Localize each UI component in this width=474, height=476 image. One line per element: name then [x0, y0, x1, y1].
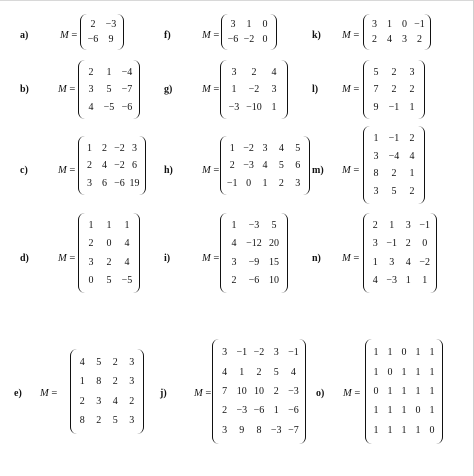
- matrix-entry: 4: [405, 256, 411, 268]
- matrix-entry: 3: [231, 256, 237, 268]
- matrix-entry: 3: [88, 84, 94, 95]
- matrix-entry: 3: [96, 395, 102, 407]
- matrix-entry: 5: [273, 366, 279, 378]
- matrix-entry: 4: [387, 34, 392, 46]
- matrix-entry: 1: [387, 424, 393, 436]
- matrix-name: [40, 388, 57, 400]
- matrix-entry: 3: [271, 84, 277, 95]
- matrix-entry: −1: [419, 220, 431, 232]
- equals-sign: =: [66, 84, 76, 95]
- matrix-entry: 1: [106, 66, 112, 78]
- matrix-entry: 5: [96, 357, 102, 369]
- matrix-entry: −3: [270, 424, 282, 436]
- matrix-entry: 4: [372, 274, 378, 286]
- matrix-entry: 3: [273, 347, 279, 359]
- matrix-entry: 3: [373, 150, 379, 162]
- matrix-entry: 1: [239, 366, 245, 378]
- matrix-entry: 4: [231, 238, 237, 250]
- matrix-entry: 9: [108, 34, 114, 46]
- exercise-label: l): [312, 84, 319, 95]
- matrix-entry: −5: [121, 274, 133, 286]
- matrix-entry: 5: [278, 160, 284, 171]
- matrix-entry: 2: [273, 385, 279, 397]
- matrix-entry: 3: [129, 376, 135, 388]
- matrix-entry: 5: [271, 220, 277, 232]
- matrix-entry: 4: [112, 395, 118, 407]
- matrix-entry: 7: [373, 84, 379, 95]
- matrix-entry: 0: [373, 385, 379, 397]
- matrix-name: [343, 388, 360, 400]
- matrix-entry: 2: [79, 395, 85, 407]
- matrix-symbol: M: [58, 84, 67, 95]
- exercise-label: i): [164, 253, 171, 264]
- matrix-entry: 1: [372, 256, 378, 268]
- exercise-label: f): [164, 30, 171, 41]
- matrix-entry: 1: [387, 18, 392, 30]
- matrix-entry: 1: [422, 274, 428, 286]
- matrix-entry: 1: [231, 220, 237, 232]
- exercise-label: k): [312, 30, 321, 41]
- matrix: [78, 60, 140, 119]
- matrix-entry: 3: [230, 18, 236, 30]
- matrix-entry: 6: [295, 160, 301, 171]
- matrix-entry: −1: [388, 101, 400, 113]
- matrix-entry: 1: [262, 177, 268, 189]
- matrix-entry: 10: [269, 274, 279, 286]
- matrix-entry: −2: [253, 347, 265, 359]
- matrix-symbol: M: [58, 165, 67, 176]
- equals-sign: =: [350, 165, 360, 176]
- matrix-entry: −6: [288, 405, 299, 417]
- matrix-name: [342, 253, 359, 265]
- matrix-entry: −3: [386, 274, 398, 286]
- matrix: [365, 339, 443, 444]
- matrix-entry: −2: [114, 142, 125, 154]
- matrix-entry: −7: [121, 84, 133, 95]
- matrix-entry: 2: [222, 405, 228, 417]
- matrix-entry: −12: [246, 238, 262, 250]
- top-border: [0, 0, 474, 1]
- matrix-entry: 1: [415, 347, 421, 359]
- matrix-entry: 1: [389, 220, 395, 232]
- matrix-entry: 3: [372, 18, 377, 30]
- matrix-entry: 4: [290, 366, 296, 378]
- matrix-entry: 2: [391, 66, 397, 78]
- matrix-name: [342, 30, 359, 42]
- exercise-label: g): [164, 84, 173, 95]
- matrix-entry: −6: [87, 34, 99, 46]
- matrix-entry: −1: [388, 132, 400, 144]
- matrix-entry: −1: [236, 347, 248, 359]
- exercise-label: j): [160, 388, 167, 399]
- matrix-entry: 3: [389, 256, 395, 268]
- matrix-name: [202, 84, 219, 96]
- matrix-entry: 4: [262, 160, 268, 171]
- matrix-entry: 5: [106, 274, 112, 286]
- matrix-symbol: M: [60, 30, 69, 41]
- equals-sign: =: [202, 388, 212, 399]
- matrix-entry: 1: [405, 274, 411, 286]
- matrix-entry: 3: [372, 238, 378, 250]
- matrix-entry: 10: [236, 385, 247, 397]
- matrix-entry: 5: [391, 186, 397, 198]
- matrix-entry: 15: [269, 256, 279, 268]
- matrix-entry: −2: [243, 34, 255, 46]
- matrix-entry: 2: [417, 34, 422, 46]
- equals-sign: =: [351, 388, 361, 399]
- matrix-entry: 1: [271, 101, 277, 113]
- matrix-entry: 0: [106, 238, 112, 250]
- matrix-entry: 2: [106, 256, 112, 268]
- matrix-entry: 1: [387, 347, 393, 359]
- matrix: [70, 349, 144, 434]
- matrix-entry: 1: [429, 347, 435, 359]
- equals-sign: =: [350, 30, 360, 41]
- equals-sign: =: [350, 84, 360, 95]
- matrix: [363, 14, 431, 50]
- matrix-entry: 8: [79, 414, 85, 426]
- matrix-entry: 0: [402, 18, 407, 30]
- matrix-symbol: M: [202, 30, 211, 41]
- equals-sign: =: [210, 84, 220, 95]
- matrix-entry: 3: [129, 357, 135, 369]
- matrix-entry: 3: [129, 414, 135, 426]
- matrix-name: [342, 84, 359, 96]
- matrix-entry: 3: [88, 256, 94, 268]
- matrix-entry: 4: [271, 66, 277, 78]
- matrix-symbol: M: [342, 253, 351, 264]
- matrix-entry: 0: [262, 34, 268, 46]
- matrix-entry: −3: [105, 18, 117, 30]
- exercise-label: b): [20, 84, 29, 95]
- matrix-entry: 6: [102, 177, 107, 189]
- matrix-entry: 3: [405, 220, 411, 232]
- matrix-entry: 8: [373, 168, 379, 180]
- matrix-entry: 2: [231, 274, 237, 286]
- matrix-entry: 7: [222, 385, 228, 397]
- matrix-entry: 0: [262, 18, 268, 30]
- matrix-entry: 2: [278, 177, 284, 189]
- matrix-entry: −5: [103, 101, 115, 113]
- equals-sign: =: [48, 388, 58, 399]
- matrix-entry: 2: [96, 414, 102, 426]
- matrix-entry: 1: [373, 424, 379, 436]
- matrix-entry: 1: [373, 405, 379, 417]
- matrix-entry: −2: [419, 256, 431, 268]
- exercise-label: n): [312, 253, 321, 264]
- matrix-entry: 3: [222, 424, 228, 436]
- matrix-entry: −6: [253, 405, 265, 417]
- matrix-entry: −6: [248, 274, 260, 286]
- matrix-name: [60, 30, 77, 42]
- matrix: [363, 60, 425, 119]
- matrix-entry: 1: [415, 424, 421, 436]
- matrix-entry: 2: [391, 84, 397, 95]
- matrix-entry: 1: [401, 385, 407, 397]
- matrix-symbol: M: [342, 165, 351, 176]
- matrix-entry: 2: [391, 168, 397, 180]
- matrix-entry: 3: [262, 142, 268, 154]
- matrix-entry: 1: [373, 366, 379, 378]
- equals-sign: =: [66, 253, 76, 264]
- matrix-entry: 4: [124, 238, 130, 250]
- matrix-entry: 2: [256, 366, 262, 378]
- equals-sign: =: [66, 165, 76, 176]
- matrix-entry: −3: [236, 405, 248, 417]
- matrix-entry: 1: [387, 405, 393, 417]
- matrix-entry: 3: [132, 142, 137, 154]
- matrix-entry: 1: [409, 101, 415, 113]
- matrix-entry: 9: [373, 101, 379, 113]
- matrix-entry: 2: [372, 220, 378, 232]
- matrix-symbol: M: [202, 84, 211, 95]
- matrix-entry: 1: [229, 142, 235, 154]
- matrix-entry: 2: [409, 84, 415, 95]
- matrix-entry: 8: [256, 424, 262, 436]
- matrix-entry: 0: [387, 366, 393, 378]
- matrix-name: [194, 388, 211, 400]
- matrix: [363, 126, 425, 204]
- matrix-name: [202, 165, 219, 177]
- matrix-entry: 4: [222, 366, 228, 378]
- exercise-label: e): [14, 388, 22, 399]
- exercise-label: c): [20, 165, 28, 176]
- matrix-entry: 5: [295, 142, 301, 154]
- matrix-entry: −6: [114, 177, 125, 189]
- matrix-entry: 4: [79, 357, 85, 369]
- matrix-entry: −4: [121, 66, 133, 78]
- exercise-label: m): [312, 165, 324, 176]
- matrix-name: [58, 165, 75, 177]
- matrix-entry: 2: [409, 132, 415, 144]
- matrix-entry: −1: [414, 18, 425, 30]
- matrix-entry: −3: [288, 385, 299, 397]
- exercise-label: a): [20, 30, 29, 41]
- exercise-label: d): [20, 253, 29, 264]
- matrix: [220, 213, 288, 293]
- matrix-entry: 1: [273, 405, 279, 417]
- matrix-symbol: M: [40, 388, 49, 399]
- matrix-entry: −2: [243, 142, 254, 154]
- matrix-entry: 1: [415, 366, 421, 378]
- matrix-entry: 1: [429, 385, 435, 397]
- matrix: [220, 60, 288, 119]
- matrix-entry: 3: [402, 34, 407, 46]
- matrix-entry: 2: [88, 66, 94, 78]
- matrix-entry: 1: [409, 168, 415, 180]
- matrix-entry: 0: [88, 274, 94, 286]
- matrix-entry: 1: [429, 366, 435, 378]
- matrix-entry: 5: [112, 414, 118, 426]
- matrix-symbol: M: [58, 253, 67, 264]
- matrix-entry: 20: [269, 238, 279, 250]
- matrix-entry: −1: [386, 238, 398, 250]
- matrix-entry: 2: [251, 66, 257, 78]
- equals-sign: =: [350, 253, 360, 264]
- matrix-entry: 2: [87, 160, 92, 171]
- matrix-symbol: M: [202, 253, 211, 264]
- matrix-entry: −7: [288, 424, 299, 436]
- matrix-entry: 2: [229, 160, 235, 171]
- matrix-entry: −1: [226, 177, 238, 189]
- matrix-symbol: M: [343, 388, 352, 399]
- matrix-entry: 5: [106, 84, 112, 95]
- matrix-entry: −3: [228, 101, 240, 113]
- matrix: [221, 14, 277, 50]
- matrix-entry: 4: [124, 256, 130, 268]
- matrix-entry: 1: [401, 405, 407, 417]
- matrix-entry: 1: [429, 405, 435, 417]
- matrix-entry: 1: [124, 220, 130, 232]
- exercise-label: o): [316, 388, 325, 399]
- matrix-entry: 8: [96, 376, 102, 388]
- matrix-entry: −3: [248, 220, 260, 232]
- matrix-entry: 2: [405, 238, 411, 250]
- matrix-symbol: M: [202, 165, 211, 176]
- matrix-entry: 1: [79, 376, 85, 388]
- matrix: [78, 136, 146, 195]
- matrix-entry: 1: [401, 366, 407, 378]
- matrix-entry: 2: [112, 376, 118, 388]
- matrix-entry: 1: [401, 424, 407, 436]
- matrix-entry: 2: [90, 18, 96, 30]
- matrix-name: [58, 253, 75, 265]
- matrix-entry: −2: [114, 160, 125, 171]
- matrix-entry: −2: [248, 84, 260, 95]
- matrix-entry: 1: [88, 220, 94, 232]
- matrix-name: [202, 253, 219, 265]
- matrix-symbol: M: [342, 30, 351, 41]
- matrix-symbol: M: [194, 388, 203, 399]
- matrix-entry: 1: [373, 132, 379, 144]
- matrix-entry: 1: [387, 385, 393, 397]
- matrix-symbol: M: [342, 84, 351, 95]
- matrix-entry: 2: [102, 142, 107, 154]
- matrix-entry: 1: [246, 18, 252, 30]
- equals-sign: =: [210, 165, 220, 176]
- matrix: [80, 14, 124, 50]
- matrix-entry: 0: [429, 424, 435, 436]
- matrix-entry: 1: [373, 347, 379, 359]
- matrix-entry: 0: [246, 177, 252, 189]
- matrix-entry: −3: [243, 160, 254, 171]
- matrix-entry: 4: [88, 101, 94, 113]
- matrix: [212, 339, 306, 444]
- matrix-entry: 3: [409, 66, 415, 78]
- equals-sign: =: [68, 30, 78, 41]
- matrix-entry: 4: [102, 160, 107, 171]
- matrix-entry: 10: [253, 385, 264, 397]
- matrix: [363, 213, 437, 293]
- matrix-entry: 2: [112, 357, 118, 369]
- equals-sign: =: [210, 30, 220, 41]
- matrix-entry: 3: [87, 177, 92, 189]
- matrix-entry: 2: [409, 186, 415, 198]
- matrix-entry: 6: [132, 160, 137, 171]
- matrix: [78, 213, 140, 293]
- matrix-entry: 1: [87, 142, 92, 154]
- matrix-entry: −9: [248, 256, 260, 268]
- matrix-entry: −1: [288, 347, 299, 359]
- matrix-entry: −6: [227, 34, 239, 46]
- matrix-entry: 4: [409, 150, 415, 162]
- matrix-entry: 3: [373, 186, 379, 198]
- matrix-name: [58, 84, 75, 96]
- matrix-entry: 19: [129, 177, 140, 189]
- matrix-entry: −10: [246, 101, 262, 113]
- matrix-entry: 0: [415, 405, 421, 417]
- matrix-entry: 0: [422, 238, 428, 250]
- matrix: [220, 136, 310, 195]
- matrix-entry: 9: [239, 424, 245, 436]
- matrix-entry: 2: [129, 395, 135, 407]
- matrix-entry: 4: [278, 142, 284, 154]
- matrix-entry: 1: [106, 220, 112, 232]
- matrix-entry: 1: [231, 84, 237, 95]
- matrix-entry: 2: [372, 34, 377, 46]
- matrix-entry: 1: [415, 385, 421, 397]
- matrix-entry: −6: [121, 101, 133, 113]
- matrix-entry: 5: [373, 66, 379, 78]
- exercise-label: h): [164, 165, 173, 176]
- matrix-entry: 2: [88, 238, 94, 250]
- matrix-entry: −4: [388, 150, 400, 162]
- matrix-entry: 3: [231, 66, 237, 78]
- matrix-entry: 3: [222, 347, 228, 359]
- matrix-entry: 0: [401, 347, 407, 359]
- matrix-name: [202, 30, 219, 42]
- matrix-entry: 3: [295, 177, 301, 189]
- equals-sign: =: [210, 253, 220, 264]
- matrix-name: [342, 165, 359, 177]
